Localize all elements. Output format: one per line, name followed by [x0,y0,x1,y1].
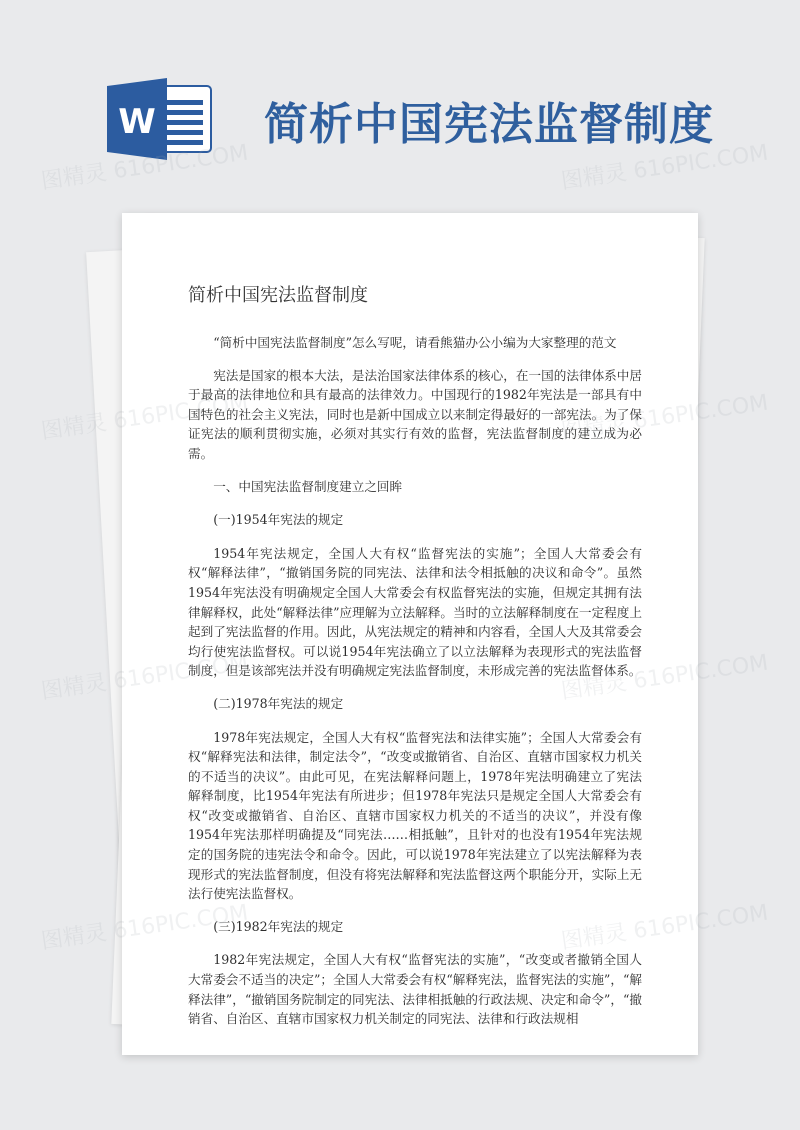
subsection-heading: (三)1982年宪法的规定 [213,918,344,934]
subsection-heading: (二)1978年宪法的规定 [213,695,344,711]
body-paragraph: 1954年宪法规定，全国人大有权“监督宪法的实施”；全国人大常委会有权“解释法律”，“撤销国务院的同宪法、法律和法令相抵触的决议和命令”。虽然1954年宪法没有明确规定全国人大常委会有权监督宪法的实施，但规定其拥有法律解释权，此处“解释法律”应理解为立法解释。当时的立法解释制度在一定程度上起到了宪法监督的作用。因此，从宪法规定的精神和内容看，全国人大及其常委会均行使宪法监督权。可以说1954年宪法确立了以立法解释为表现形式的宪法监督制度，但是该部宪法并没有明确规定宪法监督制度，未形成完善的宪法监督体系。 [188,545,642,679]
watermark: 图精灵 [39,410,109,445]
watermark: 图精灵 [39,920,109,955]
watermark: 616PIC.COM [631,390,770,435]
document-page [122,213,698,1055]
body-paragraph: 1978年宪法规定，全国人大有权“监督宪法和法律实施”；全国人大常委会有权“解释宪法和法律，制定法令”，“改变或撤销省、自治区、直辖市国家权力机关的不适当的决议”。由此可见，在宪法解释问题上，1978年宪法明确建立了宪法解释制度，比1954年宪法有所进步；但1978年宪法只是规定全国人大常委会有权“改变或撤销省、自治区、直辖市国家权力机关的不适当的决议”，并没有像1954年宪法那样明确提及“同宪法……相抵触”，且针对的也没有1954年宪法规定的国务院的违宪法令和命令。因此，可以说1978年宪法建立了以宪法解释为表现形式的宪法监督制度，但没有将宪法解释和宪法监督这两个职能分开，实际上无法行使宪法监督权。 [188,729,642,902]
word-icon [105,78,215,160]
watermark: 图精灵 616PIC.COM [39,140,250,195]
document-body [188,281,642,1042]
subsection-heading: (一)1954年宪法的规定 [213,512,344,528]
watermark: 图精灵 [39,670,109,705]
watermark: 616PIC.COM [631,650,770,695]
watermark: 图精灵 616PIC.COM [559,140,770,195]
document-title: 简析中国宪法监督制度 [188,285,368,306]
body-paragraph: 宪法是国家的根本大法，是法治国家法律体系的核心，在一国的法律体系中居于最高的法律地位和具有最高的法律效力。中国现行的1982年宪法是一部具有中国特色的社会主义宪法，同时也是新中国成立以来制定得最好的一部宪法。为了保证宪法的顺利贯彻实施，必须对其实行有效的监督，宪法监督制度的建立成为必需。 [188,367,642,461]
svg-text:W: W [118,102,156,142]
watermark: 616PIC.COM [631,900,770,945]
header-title: 简析中国宪法监督制度 [264,99,714,150]
intro-paragraph: “简析中国宪法监督制度”怎么写呢，请看熊猫办公小编为大家整理的范文 [213,335,617,350]
header-banner [0,0,800,200]
section-heading: 一、中国宪法监督制度建立之回眸 [213,478,403,494]
body-paragraph: 1982年宪法规定，全国人大有权“监督宪法的实施”，“改变或者撤销全国人大常委会不适当的决定”；全国人大常委会有权“解释宪法，监督宪法的实施”，“解释法律”，“撤销国务院制定的同宪法、法律相抵触的行政法规、决定和命令”，“撤销省、自治区、直辖市国家权力机关制定的同宪法、法律和行政法规相 [188,952,642,1027]
